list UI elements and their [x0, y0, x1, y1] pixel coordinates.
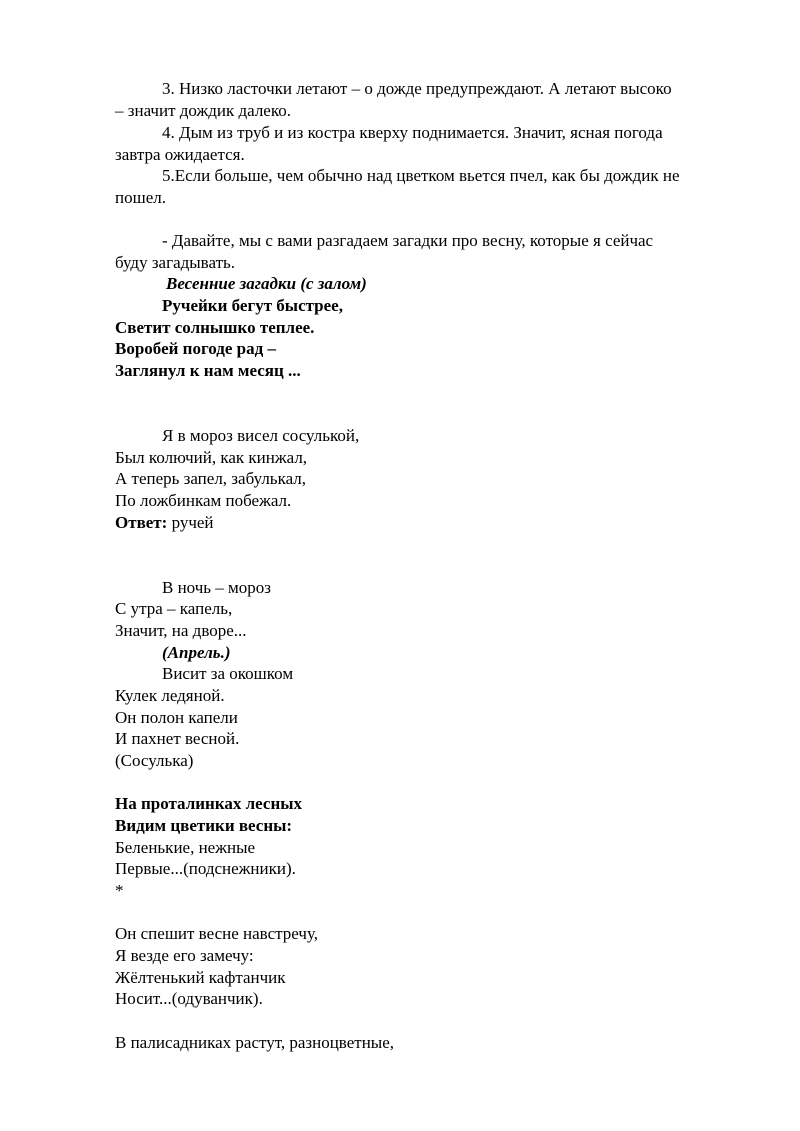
riddle1-line: Ручейки бегут быстрее, [162, 296, 343, 315]
section-title: Весенние загадки (с залом) [166, 274, 367, 293]
sign-3-line-1: 3. Низко ласточки летают – о дожде предупреждают. А летают высоко [162, 79, 672, 98]
riddle1-line: Воробей погоде рад – [115, 339, 276, 358]
riddle6-line: Носит...(одуванчик). [115, 989, 263, 1008]
riddle4-line: Висит за окошком [162, 664, 294, 683]
intro-line-2: буду загадывать. [115, 253, 236, 272]
riddle2-answer [115, 512, 214, 533]
riddle3-answer: (Апрель.) [162, 643, 231, 662]
riddle2-line: А теперь запел, забулькал, [115, 469, 306, 488]
riddle4-line: И пахнет весной. [115, 729, 240, 748]
sign-3-line-2: – значит дождик далеко. [115, 101, 292, 120]
riddle5-line: Беленькие, нежные [115, 838, 256, 857]
intro-line-1: - Давайте, мы с вами разгадаем загадки про весну, которые я сейчас [162, 231, 654, 250]
riddle4-answer: (Сосулька) [115, 751, 194, 770]
answer-text: ручей [167, 513, 214, 532]
sign-5-line-2: пошел. [115, 188, 166, 207]
separator-asterisk: * [115, 881, 124, 900]
riddle2-line: Был колючий, как кинжал, [115, 448, 308, 467]
riddle5-bold-line: На проталинках лесных [115, 794, 303, 813]
sign-4-line-1: 4. Дым из труб и из костра кверху поднимается. Значит, ясная погода [162, 123, 663, 142]
riddle2-line: По ложбинкам побежал. [115, 491, 292, 510]
riddle4-line: Он полон капели [115, 708, 238, 727]
answer-label: Ответ: [115, 513, 168, 532]
riddle5-line: Первые...(подснежники). [115, 859, 296, 878]
riddle3-line: В ночь – мороз [162, 578, 272, 597]
riddle1-line: Заглянул к нам месяц ... [115, 361, 301, 380]
riddle3-line: С утра – капель, [115, 599, 233, 618]
riddle6-line: Жёлтенький кафтанчик [115, 968, 286, 987]
riddle6-line: Он спешит весне навстречу, [115, 924, 318, 943]
riddle2-line: Я в мороз висел сосулькой, [162, 426, 360, 445]
riddle7-line: В палисадниках растут, разноцветные, [115, 1033, 395, 1052]
riddle3-line: Значит, на дворе... [115, 621, 247, 640]
riddle6-line: Я везде его замечу: [115, 946, 254, 965]
riddle4-line: Кулек ледяной. [115, 686, 225, 705]
sign-4-line-2: завтра ожидается. [115, 145, 245, 164]
sign-5-line-1: 5.Если больше, чем обычно над цветком вьется пчел, как бы дождик не [162, 166, 680, 185]
riddle1-line: Светит солнышко теплее. [115, 318, 315, 337]
riddle5-bold-line: Видим цветики весны: [115, 816, 293, 835]
